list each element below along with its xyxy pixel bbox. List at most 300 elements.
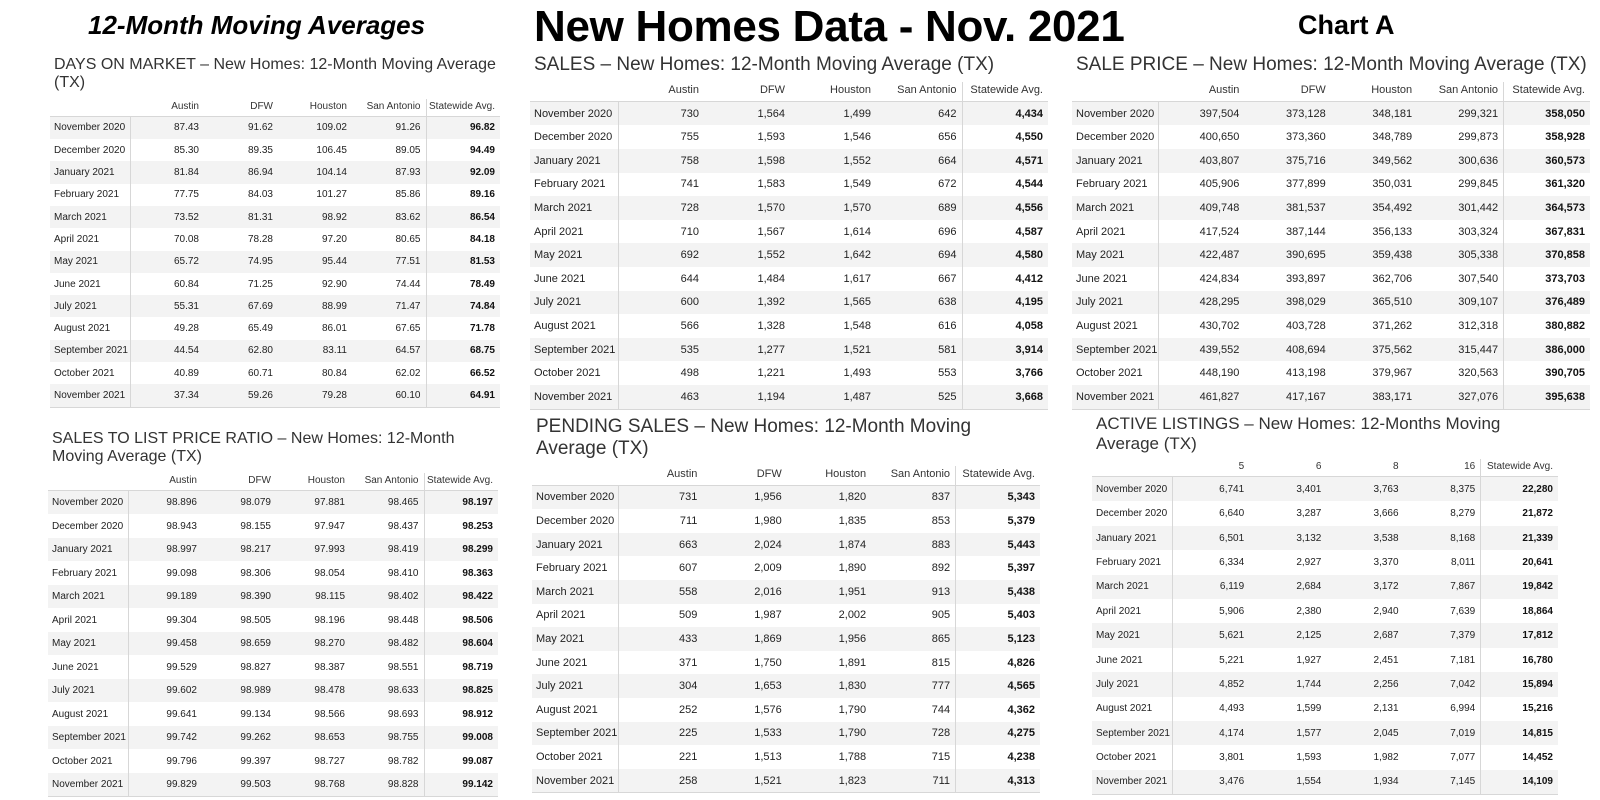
value-cell: 5,906 [1172, 599, 1249, 623]
statewide-cell: 361,320 [1504, 173, 1590, 197]
value-cell: 755 [618, 125, 704, 149]
value-cell: 498 [618, 361, 704, 385]
value-cell: 1,548 [790, 314, 876, 338]
value-cell: 448,190 [1158, 361, 1244, 385]
value-cell: 98.448 [350, 608, 424, 632]
value-cell: 2,002 [787, 604, 871, 628]
value-cell: 1,493 [790, 361, 876, 385]
value-cell: 98.196 [276, 608, 350, 632]
row-label: February 2021 [1072, 173, 1158, 197]
column-header: San Antonio [1417, 82, 1503, 102]
column-header: Statewide Avg. [426, 99, 500, 117]
statewide-cell: 98.506 [424, 608, 498, 632]
value-cell: 1,835 [787, 509, 871, 533]
row-label: February 2021 [1092, 550, 1172, 574]
value-cell: 98.828 [350, 773, 424, 797]
value-cell: 99.262 [202, 726, 276, 750]
corner-cell [48, 473, 128, 491]
active-listings-panel [1092, 414, 1558, 795]
statewide-cell: 4,544 [962, 173, 1048, 197]
value-cell: 417,524 [1158, 220, 1244, 244]
value-cell: 89.05 [352, 139, 426, 161]
table-title: DAYS ON MARKET – New Homes: 12-Month Moving Average (TX) [54, 56, 496, 92]
value-cell: 98.896 [128, 490, 202, 514]
value-cell: 7,145 [1404, 770, 1481, 795]
table-row [532, 674, 1040, 698]
value-cell: 109.02 [278, 116, 352, 139]
statewide-cell: 66.52 [426, 362, 500, 384]
value-cell: 387,144 [1244, 220, 1330, 244]
table-row [1072, 314, 1590, 338]
value-cell: 1,874 [787, 533, 871, 557]
column-header: Austin [618, 82, 704, 102]
table-row [532, 769, 1040, 793]
value-cell: 1,598 [704, 149, 790, 173]
value-cell: 853 [871, 509, 955, 533]
row-label: January 2021 [50, 161, 130, 183]
column-header: Statewide Avg. [424, 473, 498, 491]
row-label: July 2021 [50, 295, 130, 317]
value-cell: 98.653 [276, 726, 350, 750]
value-cell: 91.62 [204, 116, 278, 139]
value-cell: 252 [618, 698, 702, 722]
table-row [48, 514, 498, 538]
statewide-cell: 3,668 [962, 385, 1048, 409]
row-label: November 2020 [48, 490, 128, 514]
value-cell: 1,583 [704, 173, 790, 197]
row-label: March 2021 [1092, 575, 1172, 599]
value-cell: 433 [618, 627, 702, 651]
value-cell: 1,869 [702, 627, 786, 651]
header-row [1092, 459, 1558, 477]
table-row [1072, 338, 1590, 362]
value-cell: 1,484 [704, 267, 790, 291]
column-header: DFW [704, 82, 790, 102]
statewide-cell: 84.18 [426, 228, 500, 250]
value-cell: 371,262 [1331, 314, 1417, 338]
row-label: February 2021 [532, 556, 618, 580]
statewide-cell: 81.53 [426, 251, 500, 273]
statewide-cell: 390,705 [1504, 361, 1590, 385]
value-cell: 892 [871, 556, 955, 580]
table-row [530, 196, 1048, 220]
statewide-cell: 4,195 [962, 291, 1048, 315]
value-cell: 85.30 [130, 139, 204, 161]
value-cell: 86.94 [204, 161, 278, 183]
table-row [1072, 291, 1590, 315]
statewide-cell: 99.008 [424, 726, 498, 750]
value-cell: 83.11 [278, 340, 352, 362]
statewide-cell: 4,412 [962, 267, 1048, 291]
value-cell: 741 [618, 173, 704, 197]
row-label: November 2020 [1072, 101, 1158, 125]
value-cell: 1,554 [1249, 770, 1326, 795]
value-cell: 837 [871, 485, 955, 509]
row-label: June 2021 [50, 273, 130, 295]
statewide-cell: 4,565 [956, 674, 1040, 698]
value-cell: 2,687 [1326, 623, 1403, 647]
value-cell: 299,321 [1417, 101, 1503, 125]
row-label: November 2020 [1092, 477, 1172, 502]
value-cell: 65.72 [130, 251, 204, 273]
statewide-cell: 98.604 [424, 632, 498, 656]
days-on-market-panel [50, 56, 500, 408]
value-cell: 383,171 [1331, 385, 1417, 409]
row-label: August 2021 [50, 317, 130, 339]
value-cell: 3,763 [1326, 477, 1403, 502]
pending-sales-panel [532, 416, 1040, 793]
value-cell: 86.01 [278, 317, 352, 339]
table-row [1072, 196, 1590, 220]
value-cell: 84.03 [204, 184, 278, 206]
value-cell: 1,277 [704, 338, 790, 362]
value-cell: 83.62 [352, 206, 426, 228]
value-cell: 664 [876, 149, 962, 173]
value-cell: 67.65 [352, 317, 426, 339]
row-label: April 2021 [1092, 599, 1172, 623]
value-cell: 461,827 [1158, 385, 1244, 409]
value-cell: 350,031 [1331, 173, 1417, 197]
value-cell: 8,011 [1404, 550, 1481, 574]
value-cell: 80.65 [352, 228, 426, 250]
corner-cell [1072, 82, 1158, 102]
statewide-cell: 370,858 [1504, 243, 1590, 267]
value-cell: 5,621 [1172, 623, 1249, 647]
value-cell: 98.943 [128, 514, 202, 538]
value-cell: 1,570 [704, 196, 790, 220]
row-label: December 2020 [530, 125, 618, 149]
statewide-cell: 68.75 [426, 340, 500, 362]
statewide-cell: 4,238 [956, 745, 1040, 769]
row-label: January 2021 [1072, 149, 1158, 173]
value-cell: 1,642 [790, 243, 876, 267]
row-label: November 2020 [532, 485, 618, 509]
value-cell: 566 [618, 314, 704, 338]
value-cell: 98.270 [276, 632, 350, 656]
value-cell: 642 [876, 101, 962, 125]
value-cell: 758 [618, 149, 704, 173]
value-cell: 98.782 [350, 749, 424, 773]
value-cell: 98.387 [276, 655, 350, 679]
value-cell: 6,640 [1172, 501, 1249, 525]
value-cell: 1,513 [702, 745, 786, 769]
value-cell: 1,392 [704, 291, 790, 315]
row-label: December 2020 [1092, 501, 1172, 525]
row-label: March 2021 [50, 206, 130, 228]
value-cell: 1,593 [1249, 745, 1326, 769]
row-label: February 2021 [530, 173, 618, 197]
value-cell: 95.44 [278, 251, 352, 273]
value-cell: 422,487 [1158, 243, 1244, 267]
value-cell: 349,562 [1331, 149, 1417, 173]
table-row [1092, 550, 1558, 574]
table-title: ACTIVE LISTINGS – New Homes: 12-Months Moving Average (TX) [1096, 414, 1501, 453]
value-cell: 1,823 [787, 769, 871, 793]
row-label: October 2021 [1092, 745, 1172, 769]
row-label: June 2021 [48, 655, 128, 679]
value-cell: 85.86 [352, 184, 426, 206]
value-cell: 98.437 [350, 514, 424, 538]
value-cell: 428,295 [1158, 291, 1244, 315]
statewide-cell: 380,882 [1504, 314, 1590, 338]
statewide-cell: 4,550 [962, 125, 1048, 149]
row-label: August 2021 [1092, 697, 1172, 721]
value-cell: 362,706 [1331, 267, 1417, 291]
value-cell: 375,562 [1331, 338, 1417, 362]
value-cell: 78.28 [204, 228, 278, 250]
statewide-cell: 74.84 [426, 295, 500, 317]
value-cell: 55.31 [130, 295, 204, 317]
value-cell: 417,167 [1244, 385, 1330, 409]
value-cell: 400,650 [1158, 125, 1244, 149]
sale-price-panel [1072, 54, 1590, 410]
statewide-cell: 99.087 [424, 749, 498, 773]
value-cell: 73.52 [130, 206, 204, 228]
row-label: May 2021 [1072, 243, 1158, 267]
value-cell: 663 [618, 533, 702, 557]
value-cell: 62.80 [204, 340, 278, 362]
value-cell: 98.566 [276, 702, 350, 726]
statewide-cell: 18,864 [1481, 599, 1558, 623]
row-label: February 2021 [48, 561, 128, 585]
table-row [530, 220, 1048, 244]
row-label: November 2021 [532, 769, 618, 793]
row-label: November 2021 [48, 773, 128, 797]
column-header: 6 [1249, 459, 1326, 477]
value-cell: 99.796 [128, 749, 202, 773]
value-cell: 99.742 [128, 726, 202, 750]
sales-to-list-ratio-panel [48, 430, 498, 797]
column-header: DFW [702, 466, 786, 486]
column-header: Statewide Avg. [956, 466, 1040, 486]
value-cell: 397,504 [1158, 101, 1244, 125]
value-cell: 64.57 [352, 340, 426, 362]
table-title: PENDING SALES – New Homes: 12-Month Moving Average (TX) [536, 416, 972, 459]
row-label: September 2021 [50, 340, 130, 362]
statewide-cell: 5,443 [956, 533, 1040, 557]
value-cell: 2,125 [1249, 623, 1326, 647]
statewide-cell: 98.912 [424, 702, 498, 726]
table-row [48, 561, 498, 585]
column-header: Statewide Avg. [962, 82, 1048, 102]
value-cell: 79.28 [278, 384, 352, 407]
row-label: December 2020 [48, 514, 128, 538]
value-cell: 6,741 [1172, 477, 1249, 502]
value-cell: 106.45 [278, 139, 352, 161]
table-row [50, 228, 500, 250]
value-cell: 44.54 [130, 340, 204, 362]
value-cell: 98.659 [202, 632, 276, 656]
value-cell: 1,499 [790, 101, 876, 125]
statewide-cell: 98.363 [424, 561, 498, 585]
value-cell: 409,748 [1158, 196, 1244, 220]
table-row [1092, 575, 1558, 599]
table-row [48, 585, 498, 609]
statewide-cell: 360,573 [1504, 149, 1590, 173]
statewide-cell: 98.422 [424, 585, 498, 609]
value-cell: 3,370 [1326, 550, 1403, 574]
value-cell: 71.25 [204, 273, 278, 295]
value-cell: 327,076 [1417, 385, 1503, 409]
value-cell: 98.727 [276, 749, 350, 773]
value-cell: 98.410 [350, 561, 424, 585]
value-cell: 8,168 [1404, 526, 1481, 550]
value-cell: 1,820 [787, 485, 871, 509]
table-row [1072, 267, 1590, 291]
row-label: December 2020 [1072, 125, 1158, 149]
value-cell: 7,181 [1404, 648, 1481, 672]
value-cell: 1,552 [704, 243, 790, 267]
value-cell: 3,132 [1249, 526, 1326, 550]
value-cell: 377,899 [1244, 173, 1330, 197]
table-row [48, 632, 498, 656]
value-cell: 98.465 [350, 490, 424, 514]
row-label: August 2021 [48, 702, 128, 726]
value-cell: 1,567 [704, 220, 790, 244]
statewide-cell: 5,379 [956, 509, 1040, 533]
value-cell: 80.84 [278, 362, 352, 384]
value-cell: 375,716 [1244, 149, 1330, 173]
value-cell: 905 [871, 604, 955, 628]
value-cell: 7,019 [1404, 721, 1481, 745]
row-label: October 2021 [50, 362, 130, 384]
table-row [1092, 648, 1558, 672]
statewide-cell: 4,313 [956, 769, 1040, 793]
row-label: April 2021 [48, 608, 128, 632]
row-label: October 2021 [48, 749, 128, 773]
value-cell: 1,521 [702, 769, 786, 793]
table-row [532, 627, 1040, 651]
value-cell: 525 [876, 385, 962, 409]
table-row [1092, 745, 1558, 769]
value-cell: 1,487 [790, 385, 876, 409]
statewide-cell: 17,812 [1481, 623, 1558, 647]
value-cell: 98.827 [202, 655, 276, 679]
row-label: June 2021 [1092, 648, 1172, 672]
value-cell: 98.419 [350, 538, 424, 562]
table-row [532, 556, 1040, 580]
value-cell: 1,790 [787, 722, 871, 746]
value-cell: 1,221 [704, 361, 790, 385]
value-cell: 87.93 [352, 161, 426, 183]
value-cell: 405,906 [1158, 173, 1244, 197]
value-cell: 99.829 [128, 773, 202, 797]
data-table [1092, 459, 1558, 795]
row-label: July 2021 [1072, 291, 1158, 315]
value-cell: 312,318 [1417, 314, 1503, 338]
value-cell: 67.69 [204, 295, 278, 317]
value-cell: 730 [618, 101, 704, 125]
value-cell: 439,552 [1158, 338, 1244, 362]
statewide-cell: 98.299 [424, 538, 498, 562]
statewide-cell: 92.09 [426, 161, 500, 183]
row-label: June 2021 [1072, 267, 1158, 291]
row-label: April 2021 [50, 228, 130, 250]
value-cell: 299,845 [1417, 173, 1503, 197]
table-row [532, 580, 1040, 604]
value-cell: 581 [876, 338, 962, 362]
value-cell: 430,702 [1158, 314, 1244, 338]
table-row [530, 173, 1048, 197]
value-cell: 1,565 [790, 291, 876, 315]
value-cell: 463 [618, 385, 704, 409]
row-label: January 2021 [48, 538, 128, 562]
value-cell: 424,834 [1158, 267, 1244, 291]
section-title-moving-averages: 12-Month Moving Averages [88, 10, 426, 40]
value-cell: 60.71 [204, 362, 278, 384]
column-header: Houston [787, 466, 871, 486]
value-cell: 101.27 [278, 184, 352, 206]
table-row [1092, 501, 1558, 525]
statewide-cell: 4,058 [962, 314, 1048, 338]
value-cell: 1,788 [787, 745, 871, 769]
table-row [50, 317, 500, 339]
table-row [532, 485, 1040, 509]
table-row [50, 273, 500, 295]
value-cell: 667 [876, 267, 962, 291]
table-row [48, 702, 498, 726]
row-label: March 2021 [530, 196, 618, 220]
value-cell: 1,956 [702, 485, 786, 509]
value-cell: 7,639 [1404, 599, 1481, 623]
statewide-cell: 22,280 [1481, 477, 1558, 502]
table-row [530, 338, 1048, 362]
value-cell: 8,375 [1404, 477, 1481, 502]
value-cell: 731 [618, 485, 702, 509]
value-cell: 98.505 [202, 608, 276, 632]
value-cell: 1,890 [787, 556, 871, 580]
table-row [1092, 721, 1558, 745]
value-cell: 60.84 [130, 273, 204, 295]
value-cell: 4,852 [1172, 672, 1249, 696]
value-cell: 1,521 [790, 338, 876, 362]
value-cell: 99.458 [128, 632, 202, 656]
row-label: June 2021 [532, 651, 618, 675]
table-row [1072, 243, 1590, 267]
column-header: Houston [1331, 82, 1417, 102]
column-header: Houston [790, 82, 876, 102]
value-cell: 92.90 [278, 273, 352, 295]
table-row [50, 384, 500, 407]
value-cell: 320,563 [1417, 361, 1503, 385]
value-cell: 307,540 [1417, 267, 1503, 291]
value-cell: 413,198 [1244, 361, 1330, 385]
column-header: 16 [1404, 459, 1481, 477]
statewide-cell: 19,842 [1481, 575, 1558, 599]
value-cell: 1,982 [1326, 745, 1403, 769]
column-header: Houston [276, 473, 350, 491]
corner-cell [1092, 459, 1172, 477]
statewide-cell: 99.142 [424, 773, 498, 797]
data-table [50, 99, 500, 408]
value-cell: 359,438 [1331, 243, 1417, 267]
statewide-cell: 14,452 [1481, 745, 1558, 769]
value-cell: 88.99 [278, 295, 352, 317]
row-label: April 2021 [1072, 220, 1158, 244]
value-cell: 2,131 [1326, 697, 1403, 721]
value-cell: 60.10 [352, 384, 426, 407]
value-cell: 365,510 [1331, 291, 1417, 315]
value-cell: 638 [876, 291, 962, 315]
value-cell: 1,790 [787, 698, 871, 722]
column-header: 5 [1172, 459, 1249, 477]
column-header: Austin [1158, 82, 1244, 102]
column-header: Austin [128, 473, 202, 491]
corner-cell [50, 99, 130, 117]
statewide-cell: 78.49 [426, 273, 500, 295]
value-cell: 98.989 [202, 679, 276, 703]
statewide-cell: 5,403 [956, 604, 1040, 628]
